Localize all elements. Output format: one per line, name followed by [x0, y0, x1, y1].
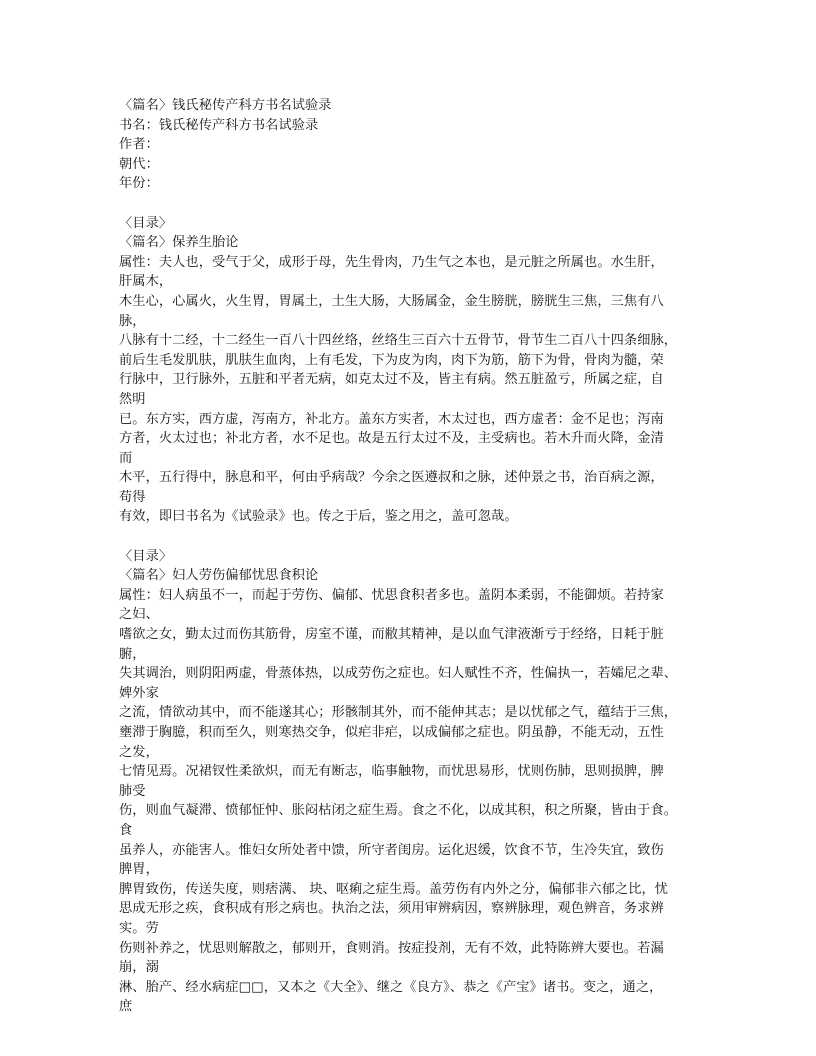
- section-title: 〈篇名〉保养生胎论: [119, 235, 239, 251]
- section-baoyang-shengtai: [119, 214, 699, 528]
- dynasty-line: 朝代：: [119, 156, 159, 172]
- year-line: 年份：: [119, 176, 159, 192]
- body-text-line: 嗜欲之女，勤太过而伤其筋骨，房室不谨，而敝其精神，是以血气津液渐亏于经络，日耗于脏: [119, 627, 664, 643]
- body-text-line: 方者，火太过也；补北方者，水不足也。故是五行太过不及，主受病也。若木升而火降，金清: [119, 431, 664, 447]
- body-text-line: 肝属木，: [119, 274, 173, 290]
- body-text-line: 婢外家: [119, 685, 159, 701]
- body-text-line: 木平，五行得中，脉息和平，何由乎病哉？今余之医遵叔和之脉，述仲景之书，治百病之源，: [119, 470, 664, 486]
- body-text-line: 伤则补养之，忧思则解散之，郁则开，食则消。按症投剂，无有不效，此特陈辨大要也。若漏: [119, 940, 664, 956]
- body-text-line: 虽养人，亦能害人。惟妇女所处者中馈，所守者闺房。运化迟缓，饮食不节，生冷失宜，致伤: [119, 842, 664, 858]
- author-line: 作者：: [119, 137, 159, 153]
- body-text-line: 伤，则血气凝滞、愤郁怔忡、胀闷枯闭之症生焉。食之不化，以成其积，积之所聚，皆由于食。: [119, 803, 678, 819]
- body-text-line: 肺受: [119, 783, 146, 799]
- body-text-line: 苟得: [119, 489, 146, 505]
- section-laoshang-pianyu: [119, 547, 699, 1017]
- book-name-line: 书名：钱氏秘传产科方书名试验录: [119, 117, 319, 133]
- body-text-line: 属性：妇人病虽不一，而起于劳伤、偏郁、忧思食积者多也。盖阴本柔弱，不能御烦。若持家: [119, 587, 664, 603]
- body-text-line: 之发，: [119, 744, 159, 760]
- body-text-line: 然明: [119, 391, 146, 407]
- body-text-line: 食: [119, 822, 133, 838]
- body-text-line: 七情见焉。况裙钗性柔欲炽，而无有断志，临事触物，而忧思易形，忧则伤肺，思则损脾，脾: [119, 764, 664, 780]
- spacer: [119, 194, 699, 214]
- article-title-line: 〈篇名〉钱氏秘传产科方书名试验录: [119, 98, 332, 113]
- body-text-line: 之流，情欲动其中，而不能遂其心；形骸制其外，而不能伸其志；是以忧郁之气，蕴结于三焦，: [119, 705, 678, 721]
- section-toc-label: 〈目录〉: [119, 548, 173, 564]
- body-text-line: 壅滞于胸臆，积而至久，则寒热交争，似疟非疟，以成偏郁之症也。阴虽静，不能无动，五性: [119, 725, 664, 740]
- body-text-line: 属性：夫人也，受气于父，成形于母，先生骨肉，乃生气之本也，是元脏之所属也。水生肝，: [119, 254, 664, 270]
- document-page: [119, 96, 699, 1017]
- body-text-line: 八脉有十二经，十二经生一百八十四丝络，丝络生三百六十五骨节，骨节生二百八十四条细脉，: [119, 333, 678, 349]
- body-text-line: 有效，即曰书名为《试验录》也。传之于后，鉴之用之，盖可忽哉。: [119, 509, 518, 525]
- body-text-line: 而: [119, 450, 133, 466]
- body-text-line: 思成无形之疾，食积成有形之病也。执治之法，须用审辨病因，察辨脉理，观色辨音，务求辨: [119, 901, 664, 917]
- spacer: [119, 527, 699, 547]
- body-text-line: 之妇、: [119, 607, 159, 623]
- body-text-line: 脾胃致伤，传送失度，则痞满、 块、呕痢之症生焉。盖劳伤有内外之分，偏郁非六郁之比，忧: [119, 881, 669, 897]
- section-toc-label: 〈目录〉: [119, 215, 173, 231]
- body-text-line: 庶: [119, 999, 133, 1015]
- section-title: 〈篇名〉妇人劳伤偏郁忧思食积论: [119, 568, 319, 584]
- body-text-line: 腑，: [119, 646, 146, 662]
- body-text-line: 前后生毛发肌肤，肌肤生血肉，上有毛发，下为皮为肉，肉下为筋，筋下为骨，骨肉为髓，荣: [119, 352, 664, 368]
- body-text-line: 行脉中，卫行脉外，五脏和平者无病，如克太过不及，皆主有病。然五脏盈亏，所属之症，自: [119, 372, 664, 388]
- body-text-line: 已。东方实，西方虚，泻南方，补北方。盖东方实者，木太过也，西方虚者：金不足也；泻南: [119, 411, 664, 427]
- body-text-line: 失其调治，则阴阳两虚，骨蒸体热，以成劳伤之症也。妇人赋性不齐，性偏执一，若孀尼之辈、: [119, 666, 678, 682]
- body-text-line: 实。劳: [119, 920, 159, 936]
- body-text-line: 淋、胎产、经水病症□□，又本之《大全》、继之《良方》、恭之《产宝》诸书。变之，通之，: [119, 979, 663, 995]
- body-text-line: 崩，溺: [119, 960, 159, 976]
- body-text-line: 脾胃，: [119, 862, 159, 878]
- body-text-line: 木生心，心属火，火生胃，胃属土，土生大肠，大肠属金，金生膀胱，膀胱生三焦，三焦有八: [119, 293, 664, 309]
- body-text-line: 脉，: [119, 313, 146, 329]
